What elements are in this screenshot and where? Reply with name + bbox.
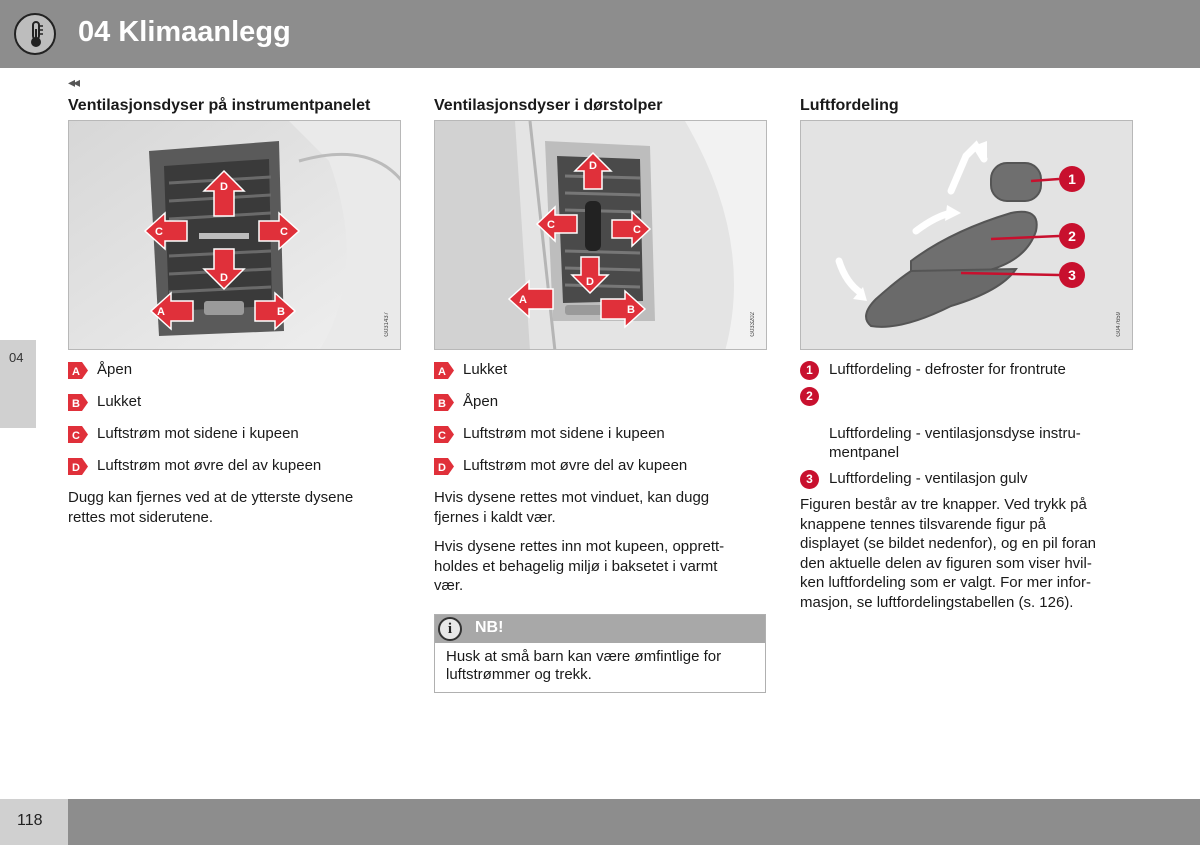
legend-text: Luftstrøm mot sidene i kupeen [463,425,665,442]
legend-text: Luftstrøm mot øvre del av kupeen [463,457,688,474]
figure-label: B [627,304,635,316]
svg-text:D: D [438,462,446,474]
legend-text: Åpen [97,361,133,378]
legend-item [68,360,401,379]
svg-text:B: B [438,398,446,410]
legend-item [434,392,767,411]
legend-item [800,360,1133,379]
legend-text: Luftfordeling - ventilasjon gulv [829,470,1028,487]
letter-arrow-icon [434,458,454,475]
thermometer-icon [14,13,56,55]
callout-2 [1059,223,1085,249]
body-paragraph: Dugg kan fjernes ved at de ytterste dysene rettes mot siderutene. [68,489,354,526]
figure-label: 3 [1068,267,1076,283]
legend-text: Lukket [97,393,142,410]
figure-label: C [547,219,555,231]
column-door-vents [434,96,767,693]
figure-label: B [277,306,285,318]
header-bar [0,0,1200,68]
svg-text:B: B [72,398,80,410]
letter-arrow-icon [68,458,88,475]
body-paragraph: Hvis dysene rettes inn mot kupeen, opprett- holdes et behagelig miljø i baksetet i varmt vær. [434,538,725,594]
note-text: Husk at små barn kan være ømfintlige for luftstrømmer og trekk. [446,647,722,683]
letter-arrow-icon [434,362,454,379]
svg-text:A: A [438,366,446,378]
letter-arrow-icon [434,426,454,443]
note-label: NB! [475,618,504,636]
note-header [435,615,765,643]
legend-item [68,392,401,411]
chapter-tab-label: 04 [9,350,24,365]
column-air-distribution [800,96,1133,622]
figure-label: 2 [1068,228,1076,244]
letter-arrow-icon [68,394,88,411]
figure-label: D [220,181,228,193]
callout-1 [1059,166,1085,192]
legend-item [434,360,767,379]
legend-text: Luftfordeling - ventilasjonsdyse instru- mentpanel [829,425,1081,461]
legend-item [434,456,767,475]
legend-list [800,360,1133,488]
number-marker: 2 [800,387,819,406]
info-icon: i [438,617,462,641]
legend-item [800,386,1133,462]
figure-label: C [280,226,288,238]
figure-label: A [157,306,165,318]
number-marker: 3 [800,470,819,489]
number-marker: 1 [800,361,819,380]
figure-code: G031437 [384,312,390,337]
footer-bar [0,799,1200,845]
svg-text:C: C [72,430,80,442]
legend-item [68,456,401,475]
letter-arrow-icon [68,426,88,443]
callout-3 [1059,262,1085,288]
page-number-tab [0,799,68,845]
figure-label: 1 [1068,171,1076,187]
figure-code: G033202 [750,312,756,337]
figure-code: G047659 [1116,312,1122,337]
legend-text: Luftfordeling - defroster for frontrute [829,361,1066,378]
svg-text:C: C [438,430,446,442]
legend-text: Luftstrøm mot sidene i kupeen [97,425,299,442]
section-heading: Luftfordeling [800,97,899,114]
figure-label: C [633,224,641,236]
figure-label: D [220,272,228,284]
body-paragraph: Hvis dysene rettes mot vinduet, kan dugg fjernes i kaldt vær. [434,489,710,526]
legend-item [800,469,1133,488]
door-vent-figure [434,120,767,350]
svg-text:D: D [72,462,80,474]
chapter-tab[interactable] [0,340,36,428]
section-heading: Ventilasjonsdyser i dørstolper [434,97,663,114]
legend-list [434,360,767,475]
letter-arrow-icon [434,394,454,411]
figure-label: D [589,160,597,172]
legend-item [434,424,767,443]
svg-text:A: A [72,366,80,378]
back-nav-icon[interactable]: ◂◂ [68,74,79,90]
body-paragraph: Figuren består av tre knapper. Ved trykk på knappene tennes tilsvarende figur på displayet (se bildet nedenfor), og en pil foran den aktuelle delen av figuren som viser hvil- ken luftfordeling som er valgt. For mer infor- masjon, se luftfordelingstabellen (s. 126). [800,496,1097,611]
dash-vent-figure [68,120,401,350]
column-dash-vents [68,96,401,537]
note-box [434,614,766,693]
legend-list [68,360,401,475]
legend-text: Lukket [463,361,508,378]
legend-item [68,424,401,443]
figure-label: D [586,276,594,288]
figure-label: C [155,226,163,238]
section-heading: Ventilasjonsdyser på instrumentpanelet [68,97,371,114]
page-number: 118 [17,812,43,829]
legend-text: Luftstrøm mot øvre del av kupeen [97,457,322,474]
page-title: 04 Klimaanlegg [78,16,291,48]
air-distribution-figure [800,120,1133,350]
letter-arrow-icon [68,362,88,379]
legend-text: Åpen [463,393,499,410]
figure-label: A [519,294,527,306]
